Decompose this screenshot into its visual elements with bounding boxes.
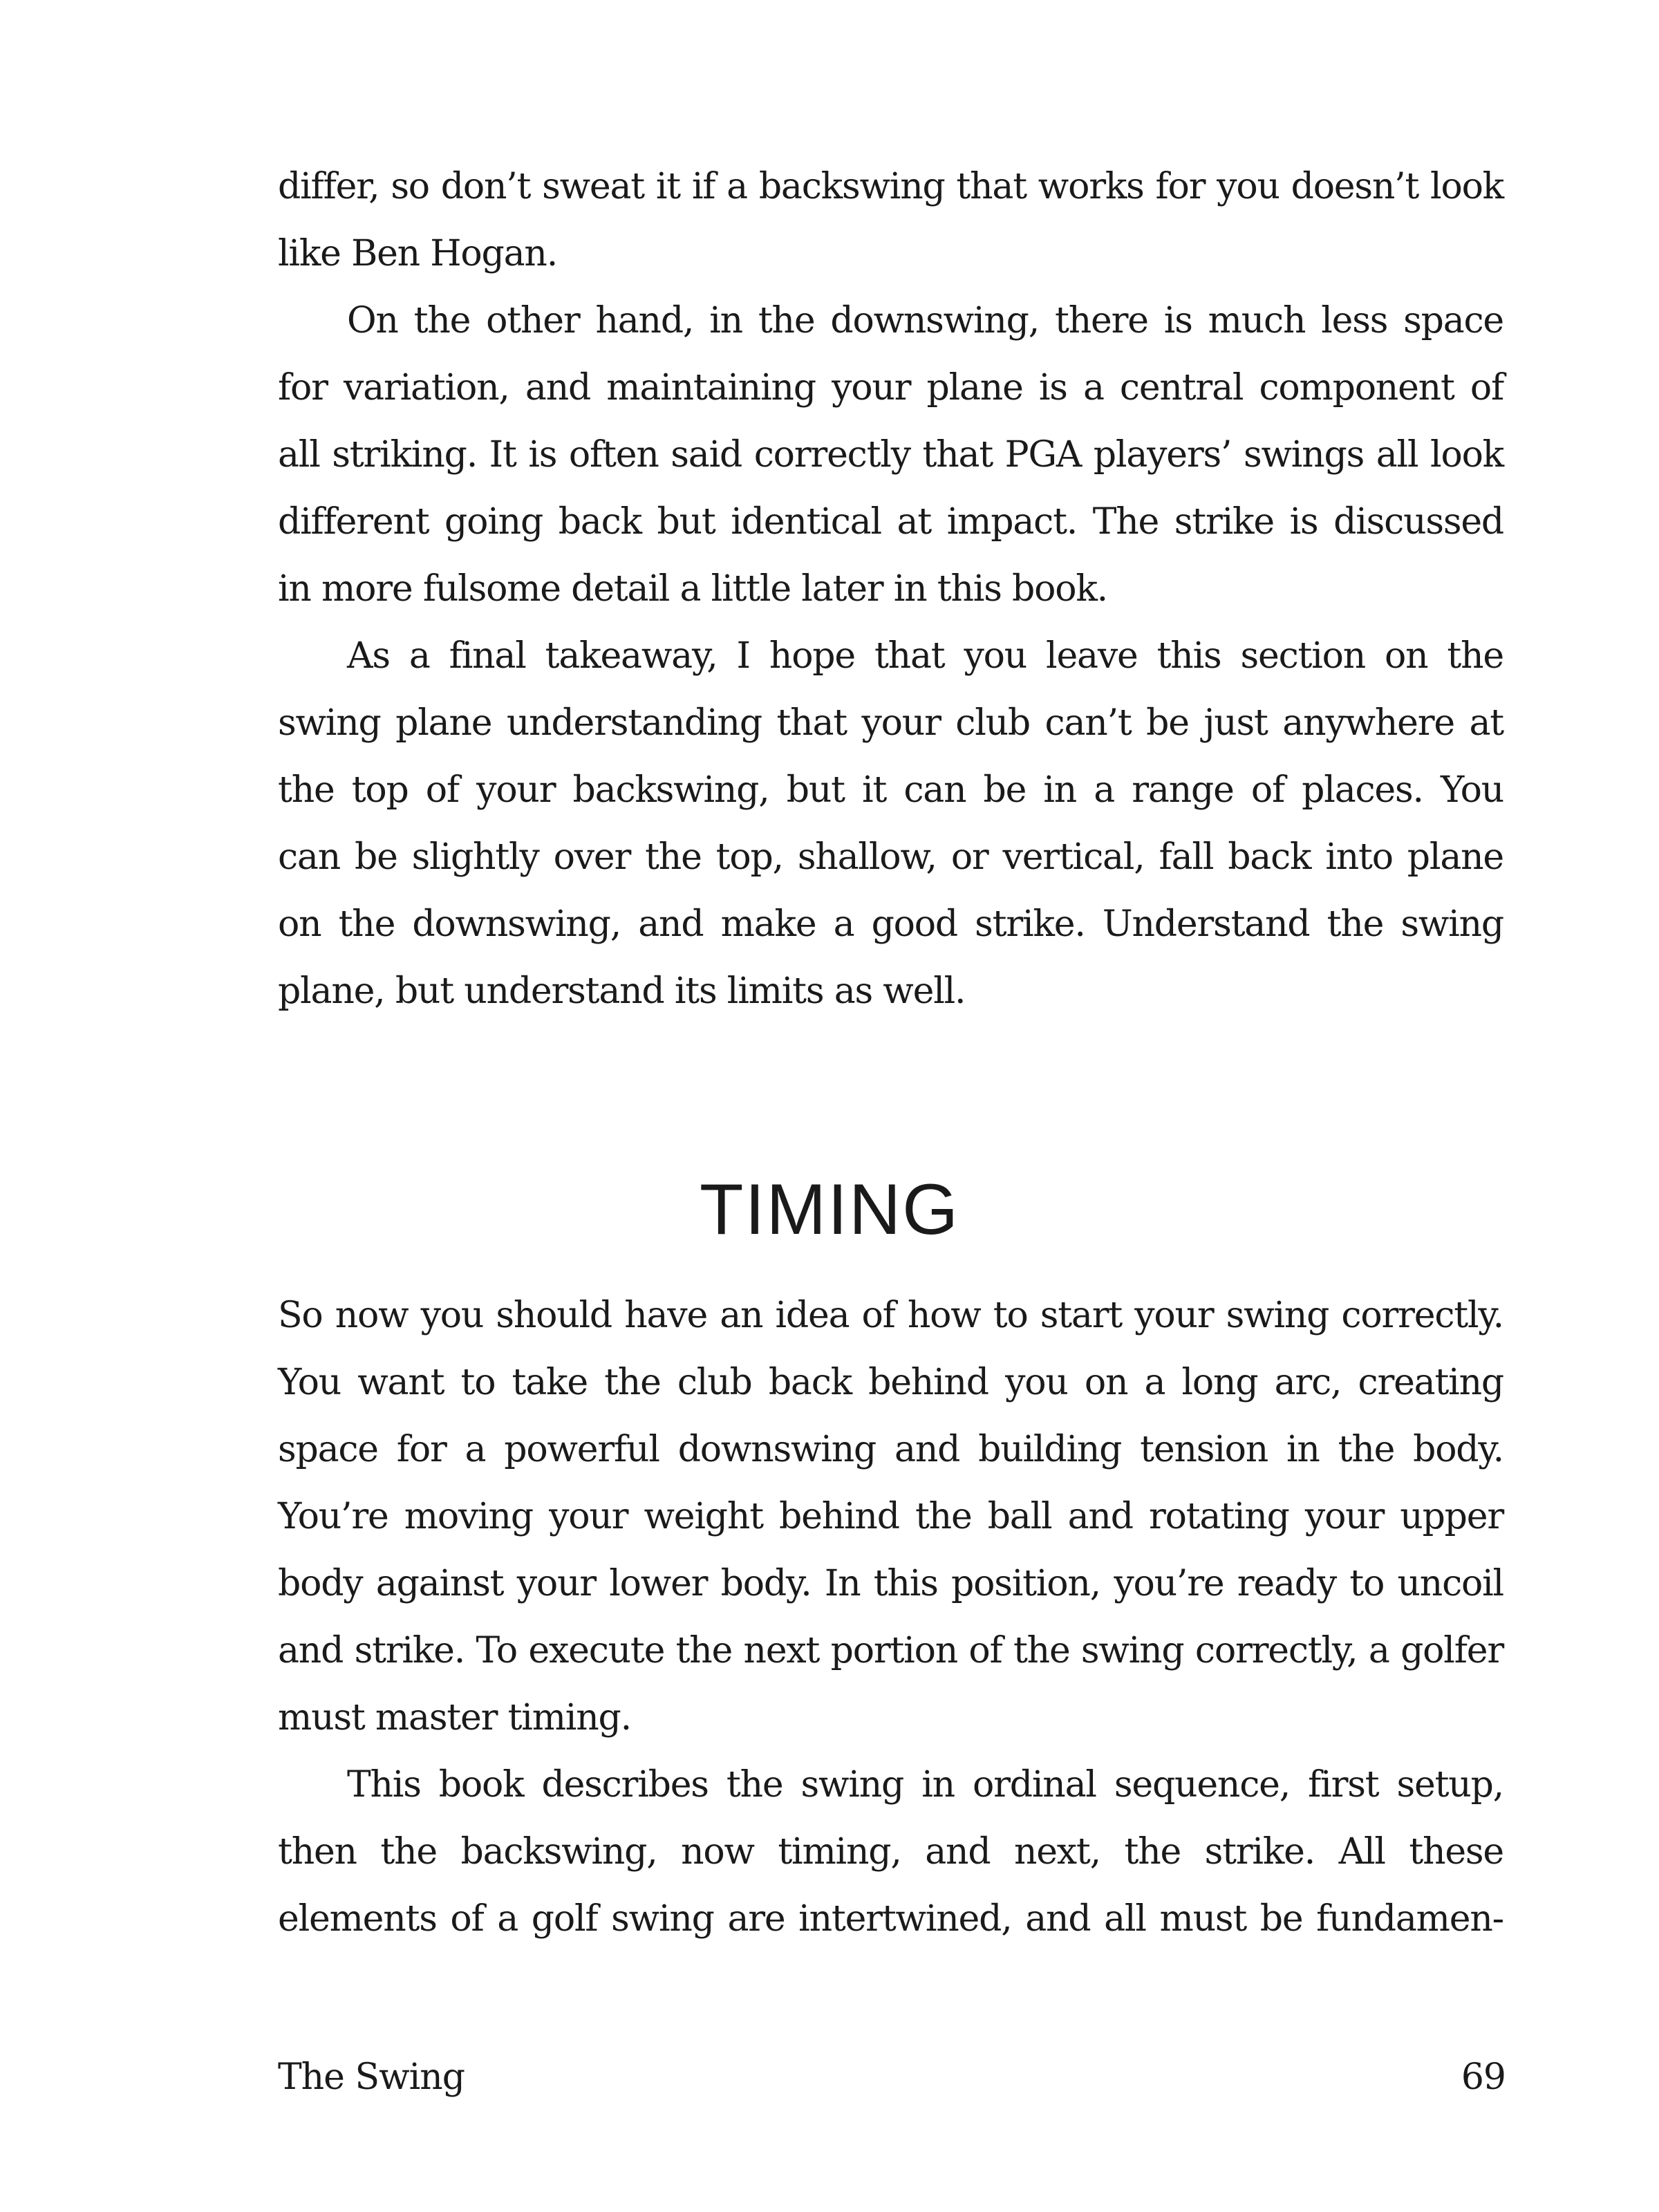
paragraph-2-line-3: all striking. It is often said correctly that PGA players’ swings all look [278,434,1503,476]
section-paragraph-2-line-1: This book describes the swing in ordinal sequence, first setup, [347,1764,1503,1806]
paragraph-1-line-1: differ, so don’t sweat it if a backswing that works for you doesn’t look [278,166,1503,207]
paragraph-2-line-2: for variation, and maintaining your plane is a central component of [278,367,1503,409]
page-number: 69 [1461,2056,1506,2098]
running-footer-title: The Swing [278,2056,465,2098]
paragraph-1-line-2: like Ben Hogan. [278,233,558,274]
paragraph-3-line-1: As a final takeaway, I hope that you leave this section on the [347,635,1503,677]
section-paragraph-1-line-7: must master timing. [278,1697,631,1738]
paragraph-3-line-6: plane, but understand its limits as well. [278,971,966,1012]
section-heading: TIMING [700,1170,959,1250]
paragraph-2-line-5: in more fulsome detail a little later in this book. [278,568,1107,610]
section-paragraph-1-line-1: So now you should have an idea of how to start your swing correctly. [278,1295,1503,1336]
paragraph-2-line-4: different going back but identical at impact. The strike is discussed [278,501,1503,543]
paragraph-3-line-5: on the downswing, and make a good strike. Understand the swing [278,903,1503,945]
section-paragraph-1-line-2: You want to take the club back behind you on a long arc, creating [278,1362,1503,1403]
section-paragraph-1-line-6: and strike. To execute the next portion of the swing correctly, a golfer [278,1630,1503,1671]
section-paragraph-2-line-2: then the backswing, now timing, and next, the strike. All these [278,1831,1503,1873]
section-paragraph-1-line-4: You’re moving your weight behind the ball and rotating your upper [278,1496,1503,1537]
paragraph-3-line-4: can be slightly over the top, shallow, or vertical, fall back into plane [278,836,1503,878]
section-paragraph-1-line-5: body against your lower body. In this position, you’re ready to uncoil [278,1563,1503,1604]
section-paragraph-2-line-3: elements of a golf swing are intertwined, and all must be fundamen- [278,1898,1503,1940]
paragraph-3-line-3: the top of your backswing, but it can be in a range of places. You [278,769,1503,811]
paragraph-2-line-1: On the other hand, in the downswing, there is much less space [347,300,1503,341]
paragraph-3-line-2: swing plane understanding that your club can’t be just anywhere at [278,702,1503,744]
section-paragraph-1-line-3: space for a powerful downswing and building tension in the body. [278,1429,1503,1470]
